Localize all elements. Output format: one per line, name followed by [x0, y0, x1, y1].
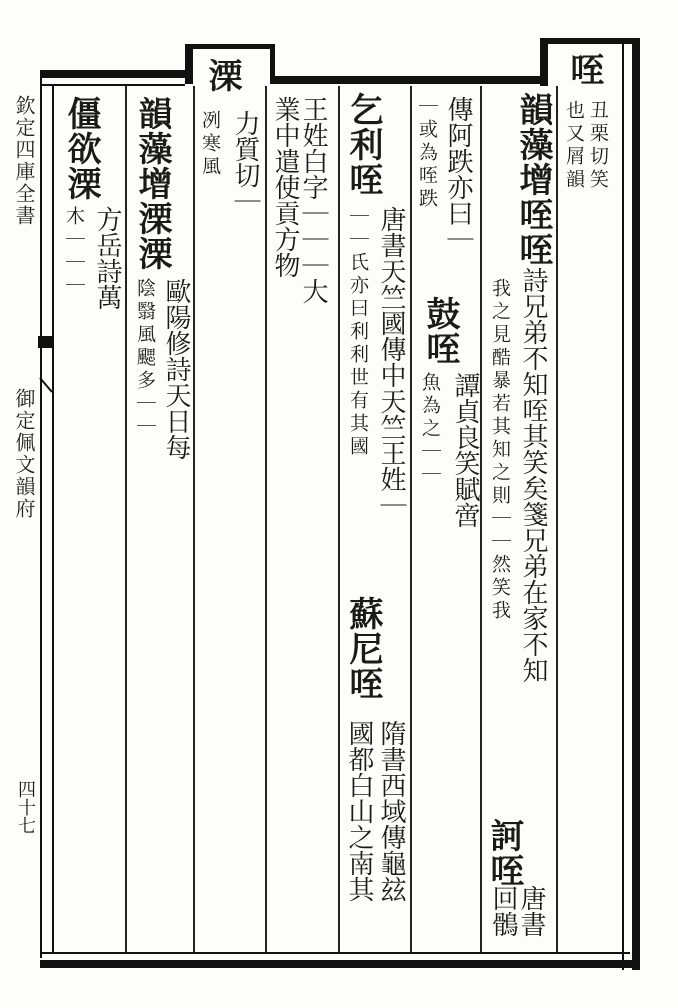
column-c8b-text: 隋書西域傳龜玆 [376, 720, 406, 902]
column-c11: 業中遣使貢方物 [270, 96, 300, 278]
column-c7b: 魚為之｜｜ [419, 372, 441, 487]
column-c4-tail: 唐書 [516, 885, 546, 937]
column-c5: 回鶻 [488, 885, 518, 937]
column-c1: 丑栗切笑 [587, 100, 609, 192]
header-character-right: 咥 [564, 52, 604, 86]
column-c8-text: 唐書天竺國傳中天竺王姓｜ [376, 206, 406, 518]
column-c7: ｜或為咥跌 [416, 96, 438, 211]
column-c10: 王姓白字｜｜｜大 [298, 96, 328, 304]
header-character-mid: 溧 [202, 58, 242, 92]
column-c8b: 蘇尼咥 [343, 596, 383, 701]
column-c9b: 國都白山之南其 [344, 720, 374, 902]
column-c6: 傳阿跌亦曰｜ [443, 96, 473, 252]
column-c4: 我之見酷暴若其知之則｜｜然笑我 [489, 278, 511, 623]
page-number: 四十七 [15, 780, 36, 834]
column-c2: 也又屑韻 [563, 100, 585, 192]
margin-top-text: 欽定四庫全書 [12, 95, 36, 227]
column-c6b-text: 譚貞良笑賦啻 [450, 372, 480, 528]
column-c16: 僵欲溧 [61, 96, 101, 201]
column-c13: 冽寒風 [199, 110, 221, 179]
column-c3: 韻藻增咥咥詩兄弟不知咥其笑矣箋兄弟在家不知 [513, 92, 553, 683]
book-title: 御定佩文韻府 [12, 388, 36, 520]
column-c15: 陰翳風颸多｜｜ [134, 278, 156, 439]
column-c17: 木｜｜｜ [63, 206, 85, 298]
column-c14: 韻藻增溧溧 [132, 96, 172, 271]
column-c14-text: 歐陽修詩天日每 [161, 278, 191, 460]
column-c6b: 鼓咥 [420, 296, 460, 366]
column-c16-text: 方岳詩萬 [92, 206, 122, 310]
column-c12: 力質切｜ [230, 110, 260, 214]
column-c9: ｜｜氏亦曰利利世有其國 [347, 206, 369, 459]
column-c8: 乞利咥 [343, 92, 383, 197]
column-c4-heading: 訶咥 [484, 818, 524, 888]
